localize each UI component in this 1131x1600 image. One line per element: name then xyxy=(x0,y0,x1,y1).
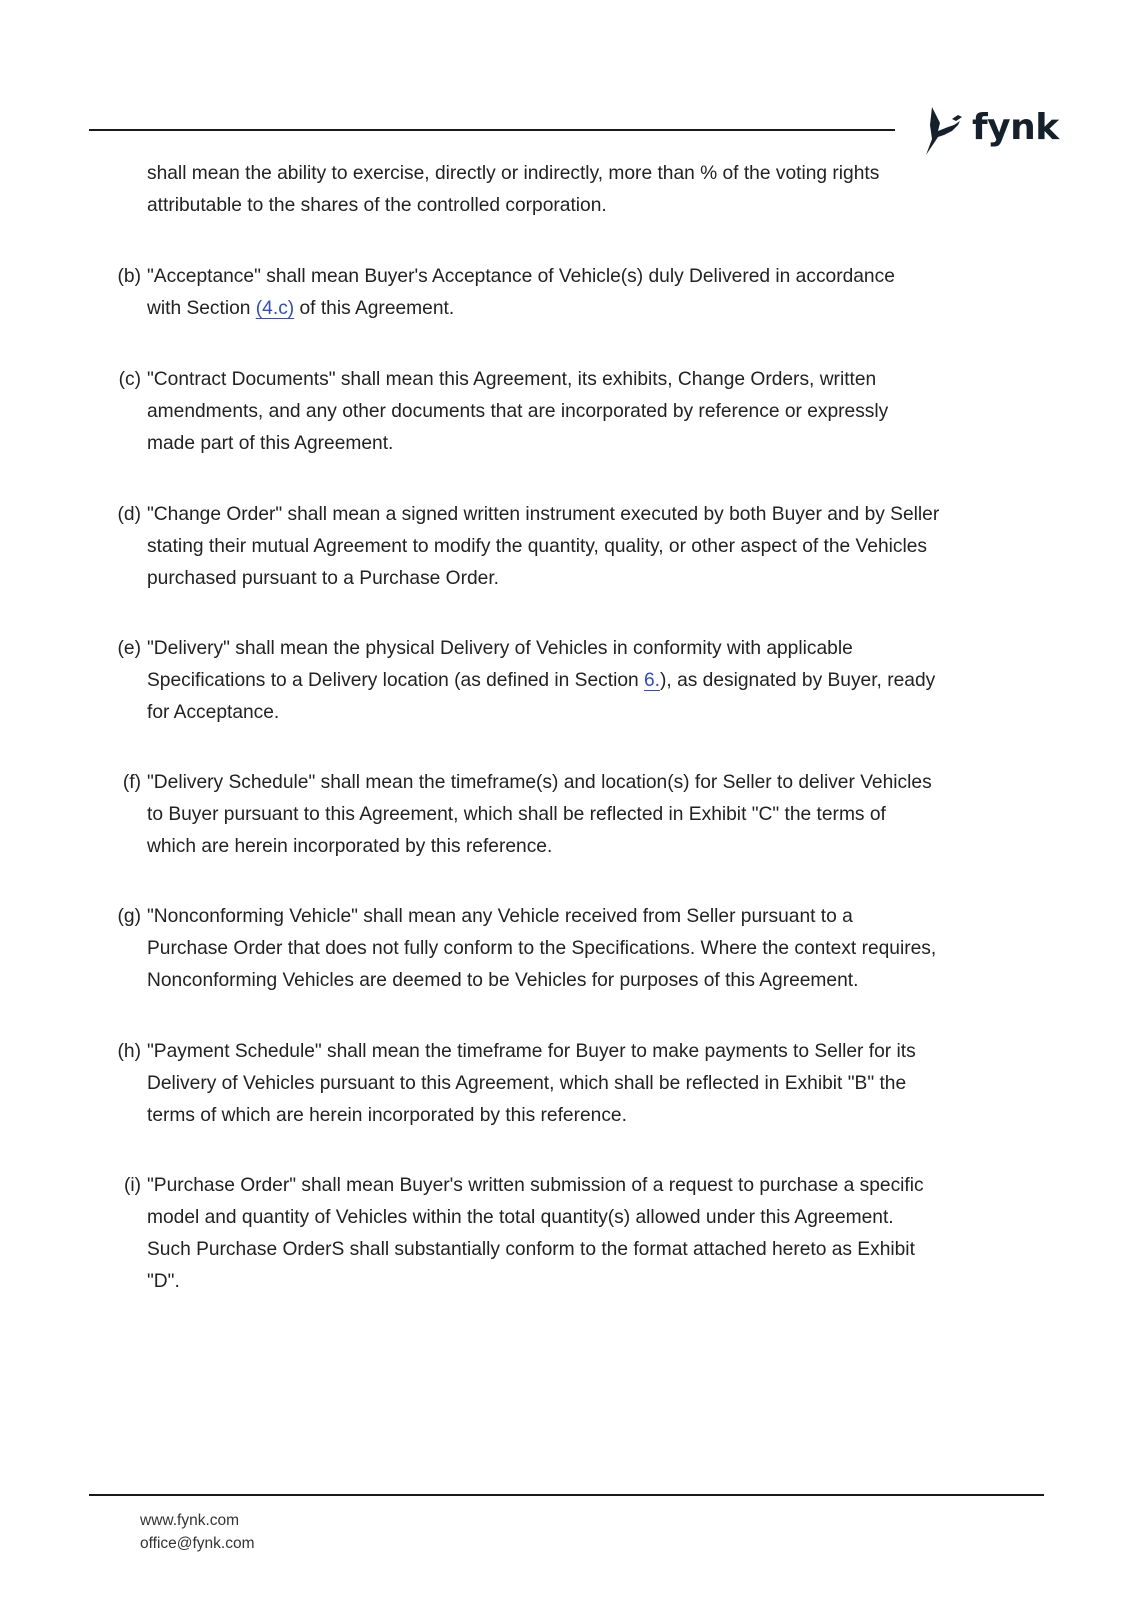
definition-line: "D". xyxy=(147,1271,180,1292)
definition-line xyxy=(147,665,935,697)
footer-website-link[interactable]: www.fynk.com xyxy=(140,1512,240,1529)
footer-email-link[interactable]: office@fynk.com xyxy=(140,1535,255,1552)
header-rule xyxy=(89,129,895,131)
definition-line: "Contract Documents" shall mean this Agreement, its exhibits, Change Orders, written xyxy=(147,369,877,390)
definition-line: "Delivery" shall mean the physical Delivery of Vehicles in conformity with applicable xyxy=(147,638,853,659)
section-ref-link[interactable]: 6. xyxy=(644,670,661,691)
definition-label: (b) xyxy=(117,266,141,287)
logo-wordmark: fynk xyxy=(972,107,1059,148)
definition-label: (e) xyxy=(117,638,141,659)
definition-line: "Acceptance" shall mean Buyer's Acceptance of Vehicle(s) duly Delivered in accordance xyxy=(147,266,895,287)
bird-logo-icon xyxy=(918,105,966,157)
fynk-logo xyxy=(918,103,1059,159)
definition-line: stating their mutual Agreement to modify the quantity, quality, or other aspect of the Vehicles xyxy=(147,536,928,557)
definition-line: "Change Order" shall mean a signed written instrument executed by both Buyer and by Seller xyxy=(147,504,940,525)
intro-line: attributable to the shares of the controlled corporation. xyxy=(147,195,607,216)
definition-label: (g) xyxy=(117,906,141,927)
definition-line: model and quantity of Vehicles within the total quantity(s) allowed under this Agreement. xyxy=(147,1207,894,1228)
definition-label: (i) xyxy=(123,1175,141,1196)
definition-line: Nonconforming Vehicles are deemed to be Vehicles for purposes of this Agreement. xyxy=(147,970,859,991)
definition-line: Such Purchase OrderS shall substantially conform to the format attached hereto as Exhibit xyxy=(147,1239,915,1260)
definition-line-before-ref: with Section xyxy=(147,298,256,319)
definition-line-after-ref: ), as designated by Buyer, ready xyxy=(660,670,936,691)
definition-line: made part of this Agreement. xyxy=(147,433,394,454)
definition-line-before-ref: Specifications to a Delivery location (as defined in Section xyxy=(147,670,645,691)
definition-line: "Purchase Order" shall mean Buyer's written submission of a request to purchase a specific xyxy=(147,1175,924,1196)
definition-line: to Buyer pursuant to this Agreement, which shall be reflected in Exhibit "C" the terms of xyxy=(147,804,886,825)
definition-label: (d) xyxy=(117,504,141,525)
definition-line: for Acceptance. xyxy=(147,702,280,723)
intro-line: shall mean the ability to exercise, directly or indirectly, more than % of the voting rights xyxy=(147,163,880,184)
definition-line: purchased pursuant to a Purchase Order. xyxy=(147,568,499,589)
definition-line xyxy=(147,293,454,325)
definition-line: Delivery of Vehicles pursuant to this Agreement, which shall be reflected in Exhibit "B" the xyxy=(147,1073,907,1094)
definition-line: which are herein incorporated by this reference. xyxy=(147,836,553,857)
definition-line: "Nonconforming Vehicle" shall mean any Vehicle received from Seller pursuant to a xyxy=(147,906,853,927)
definition-line: "Delivery Schedule" shall mean the timeframe(s) and location(s) for Seller to deliver Vehicles xyxy=(147,772,932,793)
definition-line: Purchase Order that does not fully conform to the Specifications. Where the context requires, xyxy=(147,938,937,959)
definition-label: (h) xyxy=(117,1041,141,1062)
definition-line: "Payment Schedule" shall mean the timeframe for Buyer to make payments to Seller for its xyxy=(147,1041,916,1062)
section-ref-link[interactable]: (4.c) xyxy=(255,298,295,319)
definition-line: terms of which are herein incorporated by this reference. xyxy=(147,1105,627,1126)
definition-line: amendments, and any other documents that are incorporated by reference or expressly xyxy=(147,401,889,422)
definition-label: (f) xyxy=(122,772,141,793)
definition-label: (c) xyxy=(118,369,141,390)
definition-line-after-ref: of this Agreement. xyxy=(294,298,455,319)
footer-rule xyxy=(89,1494,1044,1496)
